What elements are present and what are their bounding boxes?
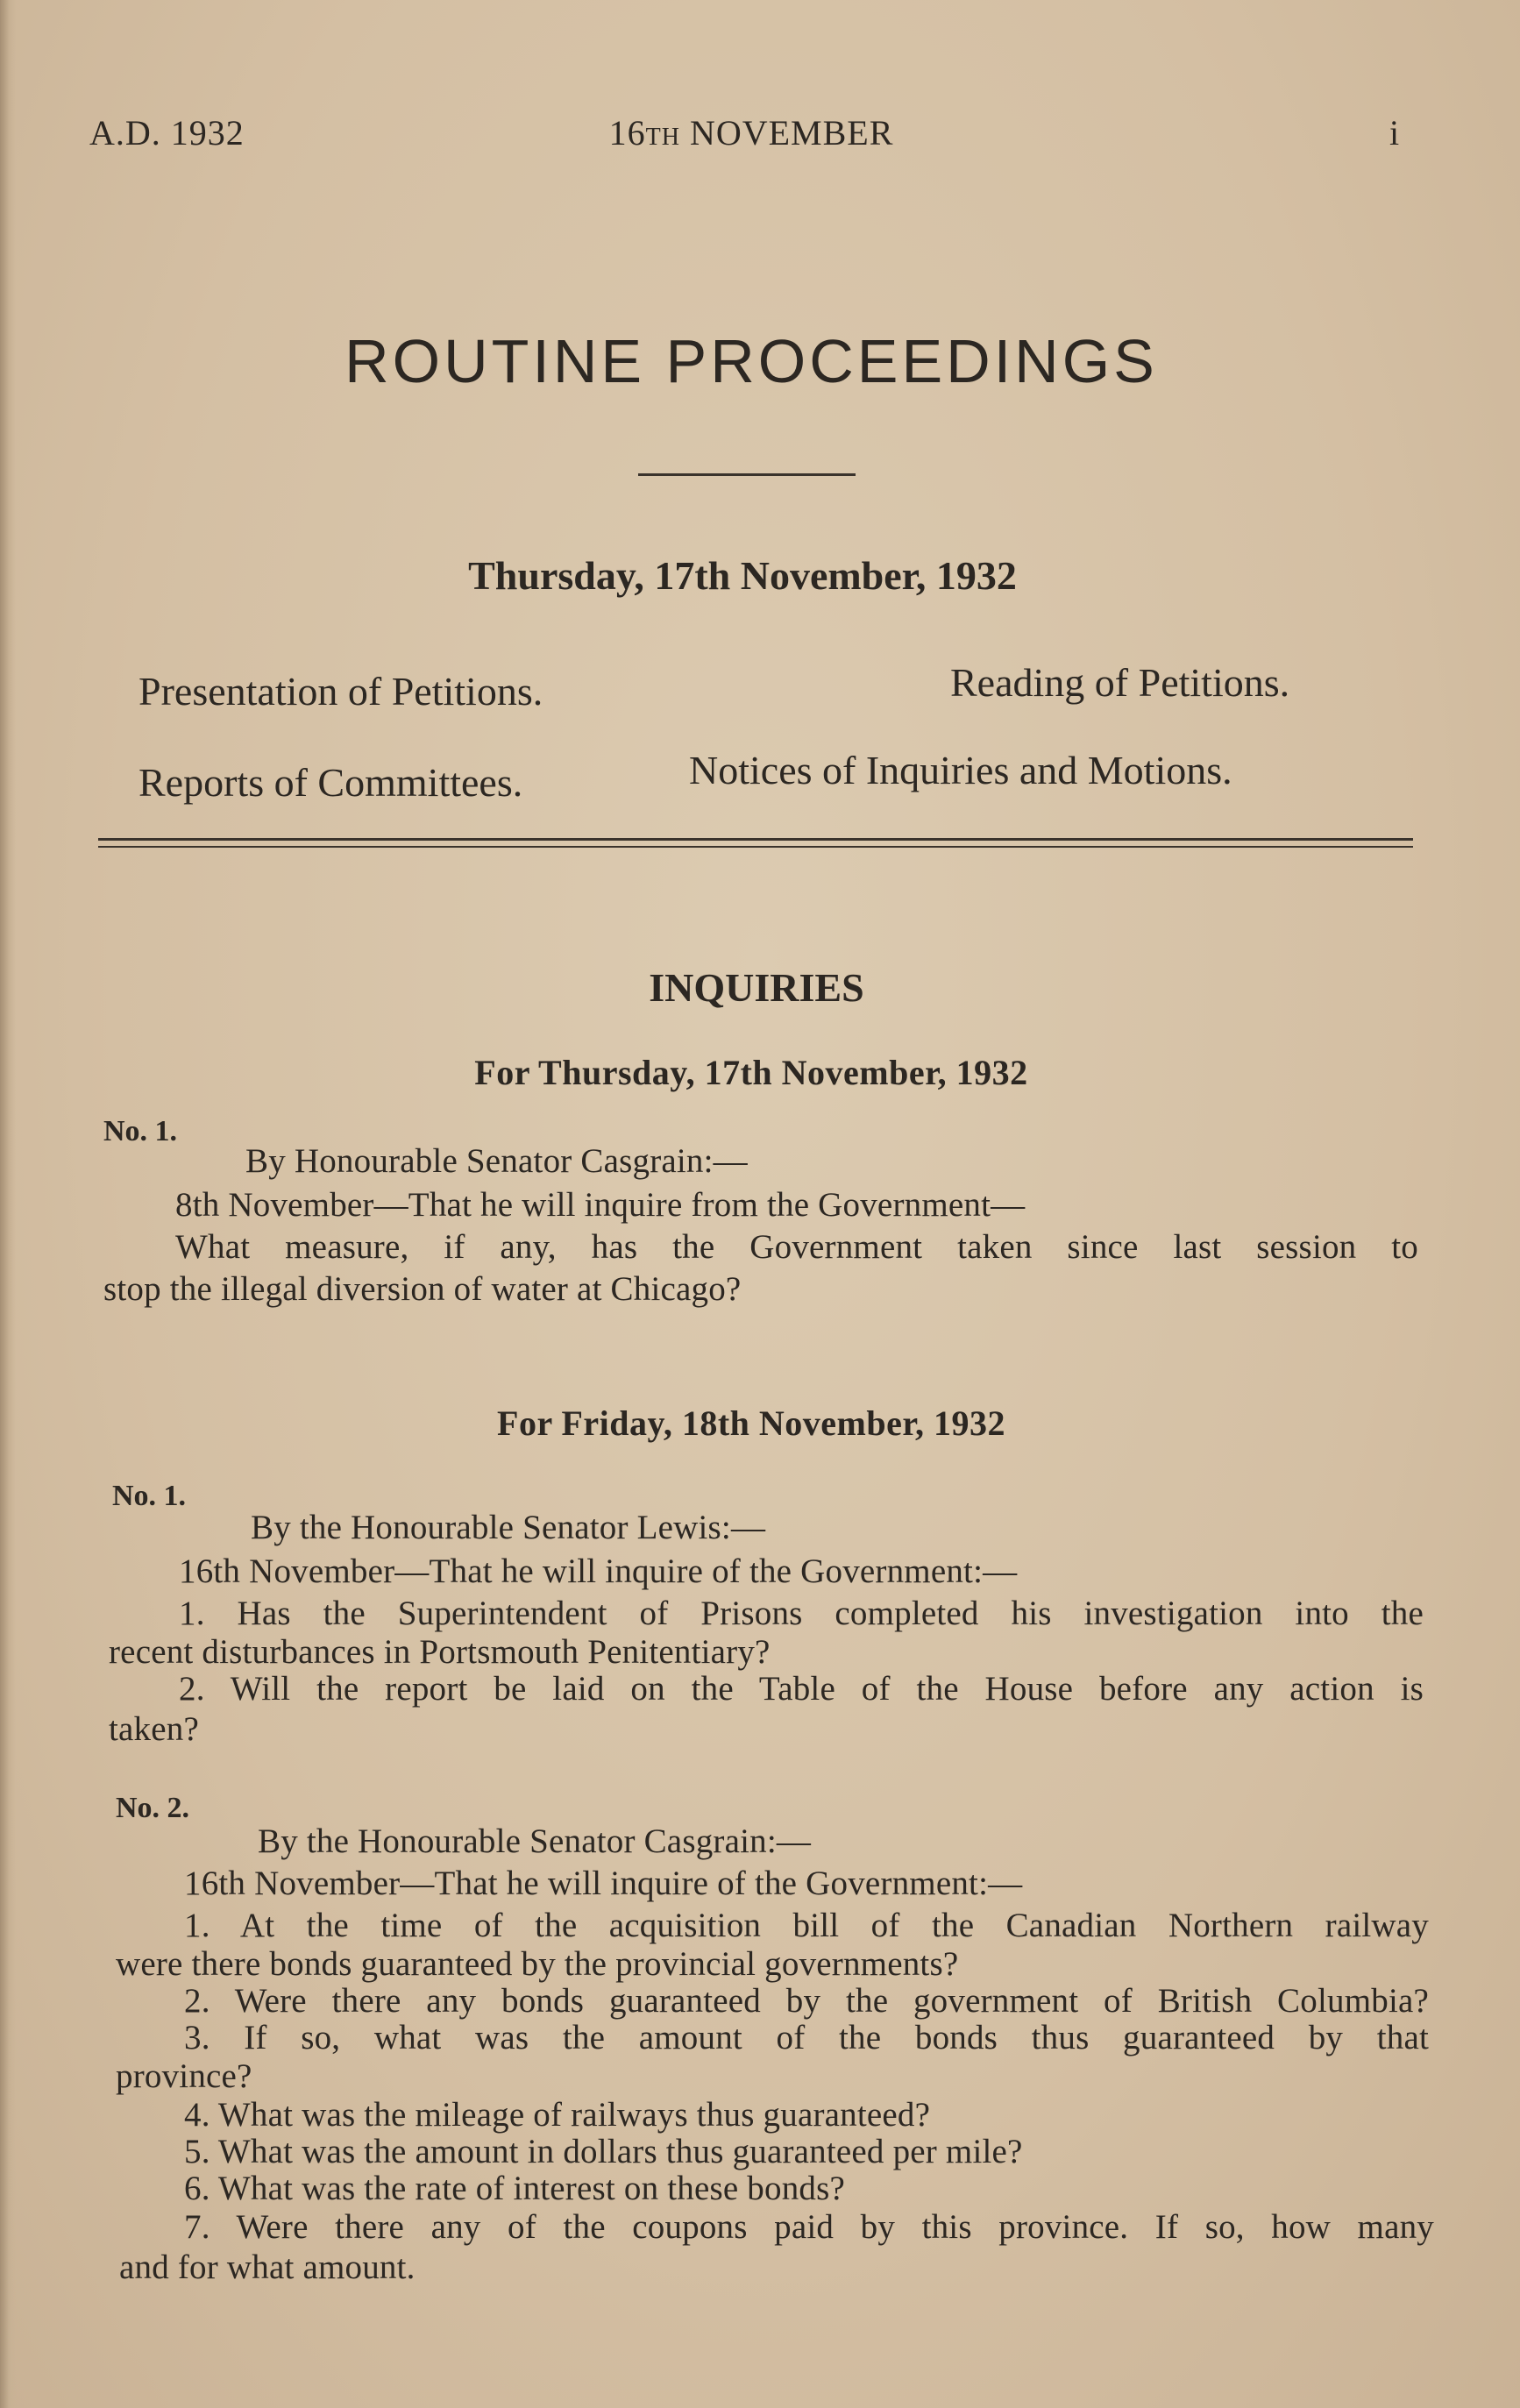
inquiry-sponsor: By the Honourable Senator Lewis:—	[251, 1509, 766, 1546]
inquiry-question: 2. Were there any bonds guaranteed by the government of British Columbia?	[184, 1982, 1429, 2020]
inquiry-question: province?	[116, 2057, 252, 2095]
inquiry-date-line: 8th November—That he will inquire from the Government—	[175, 1186, 1026, 1224]
day-heading-thursday: For Thursday, 17th November, 1932	[474, 1053, 1028, 1092]
section-divider	[98, 838, 1413, 848]
inquiry-sponsor: By the Honourable Senator Casgrain:—	[258, 1822, 812, 1860]
header-month: NOVEMBER	[679, 113, 894, 153]
inquiry-question: were there bonds guaranteed by the provincial governments?	[116, 1945, 959, 1983]
inquiry-question: 1. At the time of the acquisition bill of the Canadian Northern railway	[184, 1907, 1429, 1944]
inquiry-question: and for what amount.	[119, 2248, 416, 2286]
title-divider	[638, 473, 856, 476]
inquiry-number: No. 1.	[112, 1480, 187, 1512]
header-day-number: 16	[608, 113, 646, 153]
inquiry-number: No. 2.	[116, 1792, 190, 1824]
running-header-year: A.D. 1932	[89, 113, 245, 153]
inquiry-question: 3. If so, what was the amount of the bonds thus guaranteed by that	[184, 2019, 1429, 2056]
order-item-presentation: Presentation of Petitions.	[139, 669, 543, 714]
inquiries-heading: INQUIRIES	[649, 965, 864, 1010]
page-title: ROUTINE PROCEEDINGS	[344, 327, 1158, 395]
sitting-date-heading: Thursday, 17th November, 1932	[468, 553, 1017, 598]
inquiry-date-line: 16th November—That he will inquire of the Government:—	[184, 1865, 1023, 1902]
inquiry-question: 1. Has the Superintendent of Prisons completed his investigation into the	[179, 1595, 1424, 1632]
order-item-notices: Notices of Inquiries and Motions.	[689, 748, 1232, 792]
inquiry-question: 7. Were there any of the coupons paid by this province. If so, how many	[184, 2208, 1434, 2246]
page-number: i	[1389, 113, 1401, 153]
day-heading-friday: For Friday, 18th November, 1932	[497, 1403, 1005, 1443]
inquiry-question: 6. What was the rate of interest on these bonds?	[184, 2170, 845, 2207]
inquiry-question: 2. Will the report be laid on the Table of the House before any action is	[179, 1670, 1424, 1708]
inquiry-text: stop the illegal diversion of water at Chicago?	[103, 1270, 742, 1308]
inquiry-sponsor: By Honourable Senator Casgrain:—	[245, 1142, 748, 1180]
order-item-reading: Reading of Petitions.	[950, 660, 1290, 705]
inquiry-question: taken?	[109, 1710, 199, 1748]
header-day-suffix: TH	[645, 124, 680, 151]
inquiry-question: 4. What was the mileage of railways thus guaranteed?	[184, 2096, 931, 2134]
running-header-date	[0, 112, 1511, 153]
inquiry-number: No. 1.	[103, 1115, 178, 1147]
inquiry-question: recent disturbances in Portsmouth Penitentiary?	[109, 1633, 771, 1671]
inquiry-question: 5. What was the amount in dollars thus guaranteed per mile?	[184, 2133, 1023, 2170]
order-item-reports: Reports of Committees.	[139, 760, 523, 805]
inquiry-date-line: 16th November—That he will inquire of the Government:—	[179, 1552, 1018, 1590]
inquiry-text: What measure, if any, has the Government taken since last session to	[175, 1228, 1418, 1266]
